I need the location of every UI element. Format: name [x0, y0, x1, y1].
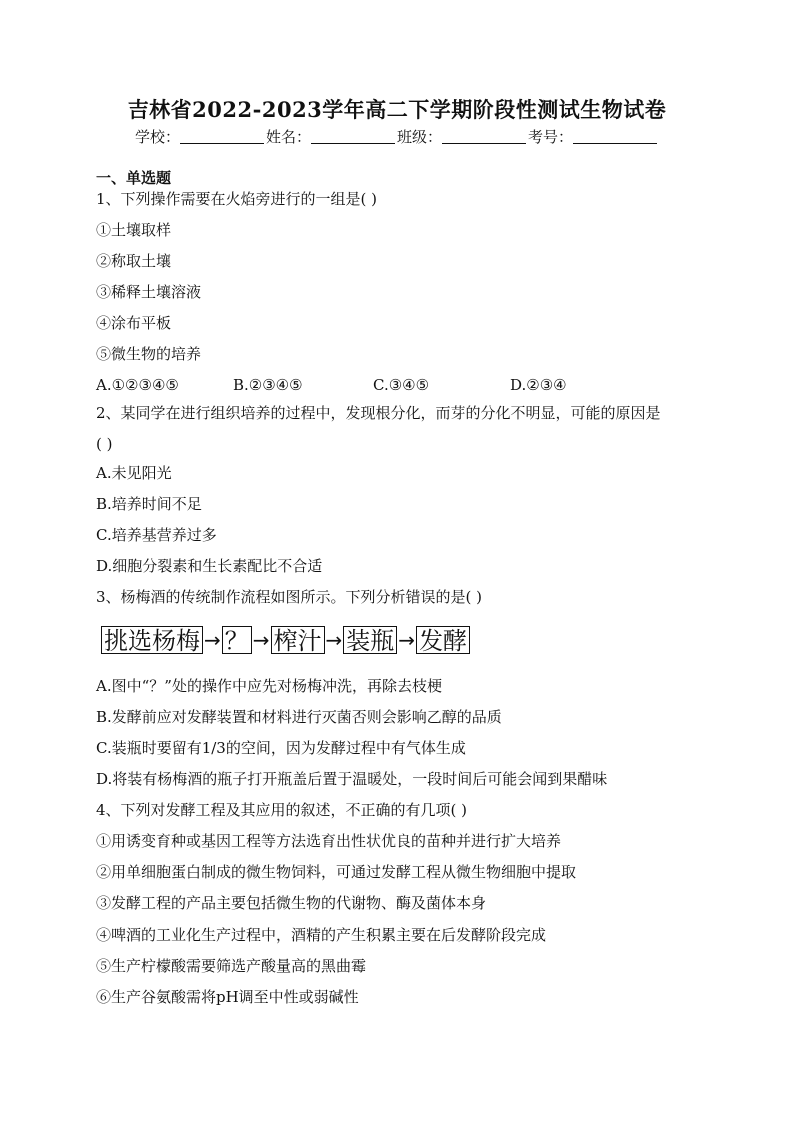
name-label: 姓名： — [265, 128, 311, 146]
question-4-item: ③发酵工程的产品主要包括微生物的代谢物、酶及菌体本身 — [96, 894, 487, 912]
class-field[interactable] — [442, 129, 526, 144]
question-2-option-d[interactable]: D.细胞分裂素和生长素配比不合适 — [96, 557, 323, 575]
question-1-item: ④涂布平板 — [96, 314, 172, 332]
question-4-item: ②用单细胞蛋白制成的微生物饲料，可通过发酵工程从微生物细胞中提取 — [96, 863, 577, 881]
page-title: 吉林省2022-2023学年高二下学期阶段性测试生物试卷 — [127, 97, 667, 122]
question-3-option-c[interactable]: C.装瓶时要留有1/3的空间，因为发酵过程中有气体生成 — [96, 739, 466, 757]
flow-step-unknown: ？ — [222, 626, 252, 654]
option-d[interactable]: D.②③④ — [510, 376, 567, 394]
section-heading: 一、单选题 — [96, 169, 172, 187]
question-2-option-b[interactable]: B.培养时间不足 — [96, 495, 202, 513]
question-1-item: ②称取土壤 — [96, 252, 172, 270]
arrow-icon: → — [252, 628, 270, 652]
question-2-stem-cont: ( ) — [96, 435, 113, 453]
question-4-item: ①用诱变育种或基因工程等方法选育出性状优良的苗种并进行扩大培养 — [96, 832, 562, 850]
flow-step-select: 挑选杨梅 — [101, 626, 203, 654]
question-4-item: ⑤生产柠檬酸需要筛选产酸量高的黑曲霉 — [96, 957, 367, 975]
student-info-line — [0, 126, 794, 147]
question-3-option-d[interactable]: D.将装有杨梅酒的瓶子打开瓶盖后置于温暖处，一段时间后可能会闻到果醋味 — [96, 770, 608, 788]
id-label: 考号： — [528, 128, 574, 146]
class-label: 班级： — [397, 128, 443, 146]
id-field[interactable] — [573, 129, 657, 144]
question-3-stem: 3、杨梅酒的传统制作流程如图所示。下列分析错误的是( ) — [96, 588, 483, 606]
option-b[interactable]: B.②③④⑤ — [233, 376, 303, 394]
school-label: 学校： — [134, 128, 180, 146]
arrow-icon: → — [325, 628, 343, 652]
question-1-options — [96, 375, 567, 395]
flow-step-juice: 榨汁 — [271, 626, 325, 654]
question-4-item: ⑥生产谷氨酸需将pH调至中性或弱碱性 — [96, 988, 359, 1006]
question-2-option-a[interactable]: A.未见阳光 — [96, 464, 172, 482]
question-1-item: ①土壤取样 — [96, 221, 172, 239]
school-field[interactable] — [180, 129, 264, 144]
flow-step-ferment: 发酵 — [416, 626, 470, 654]
option-a[interactable]: A.①②③④⑤ — [96, 376, 179, 394]
arrow-icon: → — [398, 628, 416, 652]
flow-step-bottle: 装瓶 — [343, 626, 397, 654]
arrow-icon: → — [204, 628, 221, 652]
question-1-item: ③稀释土壤溶液 — [96, 283, 202, 301]
question-3-option-a[interactable]: A.图中“？”处的操作中应先对杨梅冲洗，再除去枝梗 — [96, 677, 442, 695]
question-1-stem: 1、下列操作需要在火焰旁进行的一组是( ) — [96, 190, 378, 208]
process-flow-diagram — [101, 624, 470, 656]
option-c[interactable]: C.③④⑤ — [373, 376, 430, 394]
question-3-option-b[interactable]: B.发酵前应对发酵装置和材料进行灭菌否则会影响乙醇的品质 — [96, 708, 502, 726]
name-field[interactable] — [311, 129, 395, 144]
question-4-stem: 4、下列对发酵工程及其应用的叙述，不正确的有几项( ) — [96, 801, 468, 819]
question-1-item: ⑤微生物的培养 — [96, 345, 202, 363]
question-2-stem: 2、某同学在进行组织培养的过程中，发现根分化，而芽的分化不明显，可能的原因是 — [96, 404, 661, 422]
question-4-item: ④啤酒的工业化生产过程中，酒精的产生积累主要在后发酵阶段完成 — [96, 926, 547, 944]
question-2-option-c[interactable]: C.培养基营养过多 — [96, 526, 217, 544]
